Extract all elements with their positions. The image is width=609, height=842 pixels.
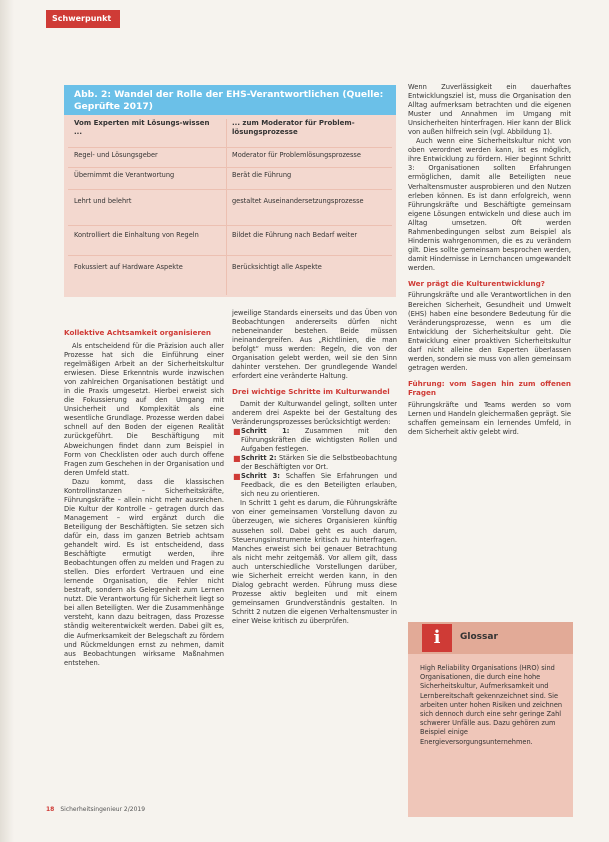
table-head-left: Vom Experten mit Lösungs-wissen ...	[74, 119, 210, 136]
role-change-table	[64, 85, 396, 297]
column-divider	[226, 119, 227, 295]
section-heading: Kollektive Achtsamkeit organisieren	[64, 328, 211, 337]
table-cell-left: Übernimmt die Verantwortung	[74, 171, 175, 179]
paragraph: Führungskräfte und Teams werden so vom Lernen und Handeln gleichermaßen geprägt. Sie schaffen gemeinsam ein lernendes Umfeld, in dem Sicherheit aktiv gelebt wird.	[408, 400, 571, 437]
page-edge	[0, 0, 14, 842]
paragraph: Dazu kommt, dass die klassischen Kontrollinstanzen – Sicherheitskräfte, Führungskräfte – allein nicht mehr ausreichen. Die Kultur der Kontrolle – getragen durch das Management – wird ergänzt durch die Beteiligung der Beschäftigten. Sie setzen sich dafür ein, dass im ganzen Betrieb achtsam gehandelt wird. Es ist entscheidend, dass Beschäftigte ermutigt werden, ihre Beobachtungen offen zu melden und Fragen zu stellen. Dies erfordert Vertrauen und eine lernende Organisation, die Fehler nicht bestraft, sondern als Gelegenheit zum Lernen nutzt. Die Verantwortung für Sicherheit liegt so bei allen Beteiligten. Wer die Zusammenhänge versteht, kann dazu beitragen, dass Prozesse ständig weiterentwickelt werden. Dabei gilt es, die Aufmerksamkeit der Belegschaft zu fördern und Rückmeldungen ernst zu nehmen, damit aus Beobachtungen wirksame Maßnahmen entstehen.	[64, 477, 224, 667]
bullet-icon: ■	[233, 454, 241, 464]
list-item: ■ Schritt 3: Schaffen Sie Erfahrungen und Feedback, die es den Beteiligten erlauben, sich neu zu orientieren.	[233, 472, 397, 499]
table-cell-left: Kontrolliert die Einhaltung von Regeln	[74, 231, 199, 239]
row-divider	[68, 255, 392, 256]
glossary-title: Glossar	[460, 632, 498, 642]
paragraph: Als entscheidend für die Präzision auch aller Prozesse hat sich die Einführung einer regelmäßigen Arbeit an der Sicherheitskultur erwiesen. Diese Erkenntnis wurde inzwischen von zahlreichen Organisationen bestätigt und in die Praxis umgesetzt. Hierbei erweist sich die Fokussierung auf den Umgang mit Unsicherheit und Komplexität als eine wesentliche Grundlage. Prozesse werden dabei schnell auf den Boden der eigenen Realität zurückgeführt. Die Beschäftigung mit Abweichungen findet dann zum Beispiel in Form von Checklisten oder auch durch offene Fragen zum Geschehen in der Organisation und deren Umfeld statt.	[64, 342, 224, 477]
text-column-1	[64, 342, 224, 668]
table-cell-left: Regel- und Lösungsgeber	[74, 151, 158, 159]
row-divider	[68, 167, 392, 168]
paragraph: Damit der Kulturwandel gelingt, sollten unter anderem drei Aspekte bei der Gestaltung des Veränderungsprozesses berücksichtigt werden:	[232, 399, 397, 426]
glossary-box	[408, 622, 573, 817]
section-tag: Schwerpunkt	[46, 10, 120, 28]
page-footer	[46, 806, 145, 813]
steps-list	[232, 427, 397, 499]
table-cell-right: Moderator für Problemlösungsprozesse	[232, 151, 361, 159]
paragraph: In Schritt 1 geht es darum, die Führungskräfte von einer gemeinsamen Vorstellung davon zu überzeugen, wie sicheres Organisieren künftig aussehen soll. Dabei geht es auch darum, Steuerungsinstrumente kritisch zu hinterfragen. Manches erweist sich bei genauer Betrachtung als nicht mehr zeitgemäß. Vor allem gilt, dass auch unterschiedliche Vorstellungen darüber, wie Sicherheit erreicht werden kann, in den Dialog gebracht werden. Führung muss diese Prozesse aktiv begleiten und mit einem gemeinsamen Grundverständnis gestalten. In Schritt 2 nutzen die eigenen Verhaltensmuster in einer Weise kritisch zu überprüfen.	[232, 499, 397, 625]
glossary-text: High Reliability Organisations (HRO) sind Organisationen, die durch eine hohe Sicherheitskultur, Aufmerksamkeit und Lernbereitschaft gekennzeichnet sind. Sie arbeiten unter hohen Risiken und zeichnen sich dennoch durch eine sehr geringe Zahl schwerer Unfälle aus. Dazu gehören zum Beispiel einige Energieversorgungsunternehmen.	[420, 664, 563, 746]
info-icon: i	[422, 624, 452, 652]
table-cell-left: Lehrt und belehrt	[74, 197, 132, 205]
paragraph: jeweilige Standards einerseits und das Üben von Beobachtungen andererseits dürfen nicht nebeneinander bestehen. Beide müssen ineinandergreifen. Aus „Richtlinien, die man befolgt“ muss werden: Regeln, die von der Organisation gelebt werden, weil sie den Sinn dahinter verstehen. Der grundlegende Wandel erfordert eine veränderte Haltung.	[232, 309, 397, 381]
table-cell-left: Fokussiert auf Hardware Aspekte	[74, 263, 183, 271]
bullet-icon: ■	[233, 472, 241, 482]
table-cell-right: Berücksichtigt alle Aspekte	[232, 263, 322, 271]
list-item: ■ Schritt 2: Stärken Sie die Selbstbeobachtung der Beschäftigten vor Ort.	[233, 454, 397, 472]
table-title: Abb. 2: Wandel der Rolle der EHS-Verantwortlichen (Quelle: Geprüfte 2017)	[64, 85, 396, 115]
section-heading: Wer prägt die Kulturentwicklung?	[408, 278, 545, 288]
table-cell-right: Berät die Führung	[232, 171, 292, 179]
list-item: ■ Schritt 1: Zusammen mit den Führungskräften die wichtigsten Rollen und Aufgaben festlegen.	[233, 427, 397, 454]
table-cell-right: gestaltet Auseinandersetzungsprozesse	[232, 197, 364, 205]
paragraph: Führungskräfte und alle Verantwortlichen in den Bereichen Sicherheit, Gesundheit und Umwelt (EHS) haben eine besondere Bedeutung für die Veränderungsprozesse, wenn es um die Entwicklung der Sicherheitskultur geht. Die Entwicklung einer proaktiven Sicherheitskultur darf nicht alleine den Experten überlassen werden, sondern sie muss von allen gemeinsam getragen werden.	[408, 291, 571, 372]
bullet-icon: ■	[233, 427, 241, 437]
text-column-3	[408, 83, 571, 437]
page-number: 18	[46, 806, 55, 813]
text-column-2	[232, 309, 397, 626]
row-divider	[68, 225, 392, 226]
publication-name: Sicherheitsingenieur 2/2019	[60, 806, 146, 813]
row-divider	[68, 147, 392, 148]
row-divider	[68, 189, 392, 190]
section-heading: Drei wichtige Schritte im Kulturwandel	[232, 387, 390, 397]
paragraph: Auch wenn eine Sicherheitskultur nicht von oben verordnet werden kann, ist es möglich, ihre Entwicklung zu fördern. Hier beginnt Schritt 3: Organisationen sollten Erfahrungen ermöglichen, damit alle Beteiligten neue Verhaltensmuster ausprobieren und den Nutzen erleben können. Es ist dann erfolgreich, wenn Führungskräfte und Beschäftigte gemeinsam eigene Lösungen entwickeln und diese auch im Alltag umsetzen. Oft werden Rahmenbedingungen selbst zum Beispiel als Hindernis wahrgenommen, die es zu verändern gilt. Dies sollte gemeinsam besprochen werden, damit Hindernisse in Lernchancen umgewandelt werden.	[408, 137, 571, 272]
paragraph: Wenn Zuverlässigkeit ein dauerhaftes Entwicklungsziel ist, muss die Organisation den Alltag aufmerksam betrachten und die eigenen Muster und Annahmen im Umgang mit Unsicherheiten hinterfragen. Hier kann der Blick von außen hilfreich sein (vgl. Abbildung 1).	[408, 83, 571, 137]
table-cell-right: Bildet die Führung nach Bedarf weiter	[232, 231, 358, 239]
table-head-right: ... zum Moderator für Problem-lösungsprozesse	[232, 119, 355, 136]
section-heading: Führung: vom Sagen hin zum offenen Fragen	[408, 378, 571, 398]
